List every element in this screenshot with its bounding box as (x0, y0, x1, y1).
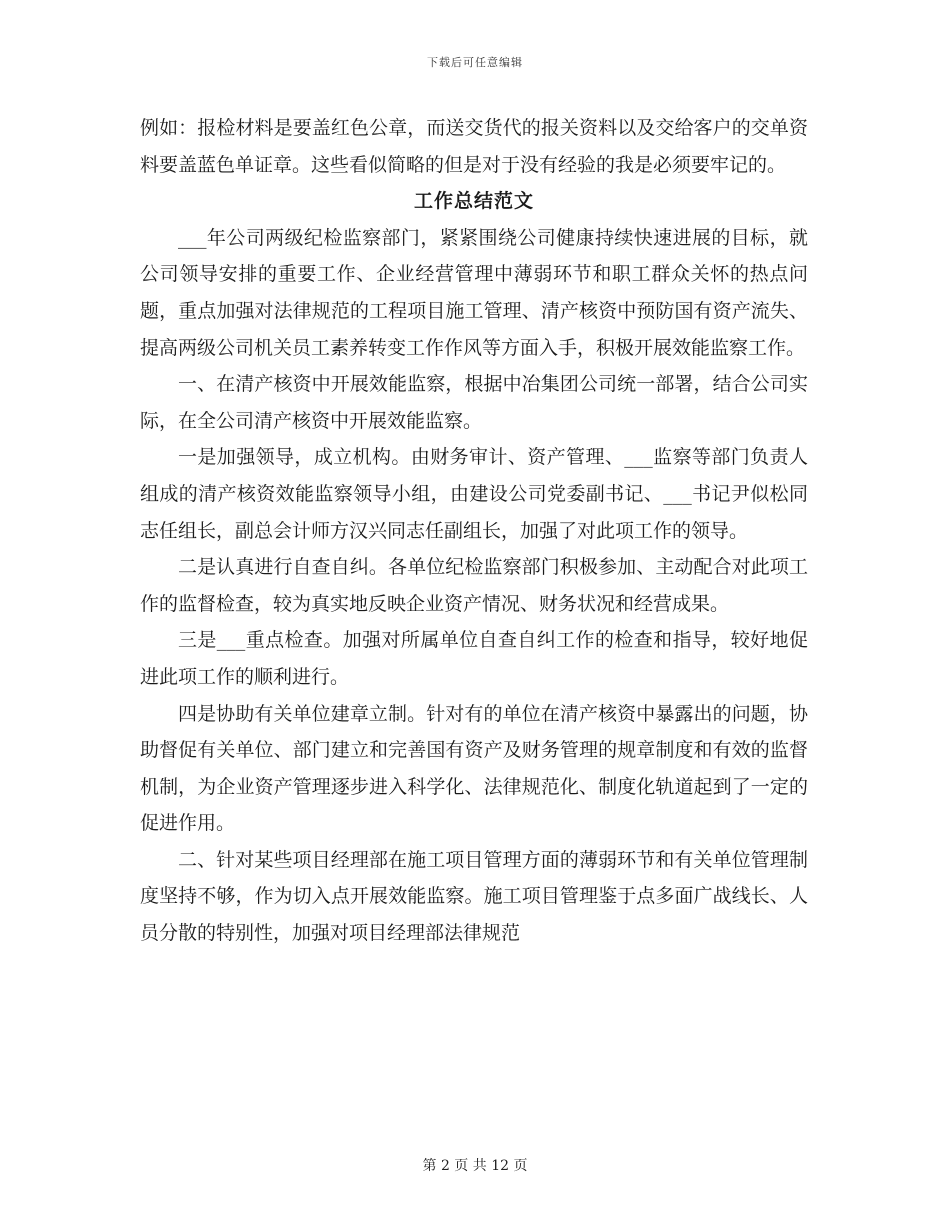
document-body (140, 110, 808, 952)
paragraph-2: 一、在清产核资中开展效能监察，根据中冶集团公司统一部署，结合公司实际，在全公司清产核资中开展效能监察。 (140, 373, 808, 432)
paragraph-6: 四是协助有关单位建章立制。针对有的单位在清产核资中暴露出的问题，协助督促有关单位、部门建立和完善国有资产及财务管理的规章制度和有效的监督机制，为企业资产管理逐步进入科学化、法律规范化、制度化轨道起到了一定的促进作用。 (140, 702, 808, 835)
header-note: 下载后可任意编辑 (427, 56, 523, 69)
paragraph-3: 一是加强领导，成立机构。由财务审计、资产管理、___监察等部门负责人组成的清产核资效能监察领导小组，由建设公司党委副书记、___书记尹似松同志任组长，副总会计师方汉兴同志任副组长，加强了对此项工作的领导。 (140, 446, 808, 542)
page-number: 第 2 页 共 12 页 (422, 1158, 528, 1174)
paragraph-5: 三是___重点检查。加强对所属单位自查自纠工作的检查和指导，较好地促进此项工作的顺利进行。 (140, 629, 808, 688)
document-title: 工作总结范文 (413, 190, 534, 213)
paragraph-1: ___年公司两级纪检监察部门，紧紧围绕公司健康持续快速进展的目标，就公司领导安排的重要工作、企业经营管理中薄弱环节和职工群众关怀的热点问题，重点加强对法律规范的工程项目施工管理、清产核资中预防国有资产流失、提高两级公司机关员工素养转变工作作风等方面入手，积极开展效能监察工作。 (140, 226, 808, 359)
paragraph-7: 二、针对某些项目经理部在施工项目管理方面的薄弱环节和有关单位管理制度坚持不够，作为切入点开展效能监察。施工项目管理鉴于点多面广战线长、人员分散的特别性，加强对项目经理部法律规范 (140, 848, 808, 945)
paragraph-4: 二是认真进行自查自纠。各单位纪检监察部门积极参加、主动配合对此项工作的监督检查，较为真实地反映企业资产情况、财务状况和经营成果。 (140, 556, 808, 615)
intro-paragraph: 例如：报检材料是要盖红色公章，而送交货代的报关资料以及交给客户的交单资料要盖蓝色单证章。这些看似简略的但是对于没有经验的我是必须要牢记的。 (140, 117, 808, 176)
